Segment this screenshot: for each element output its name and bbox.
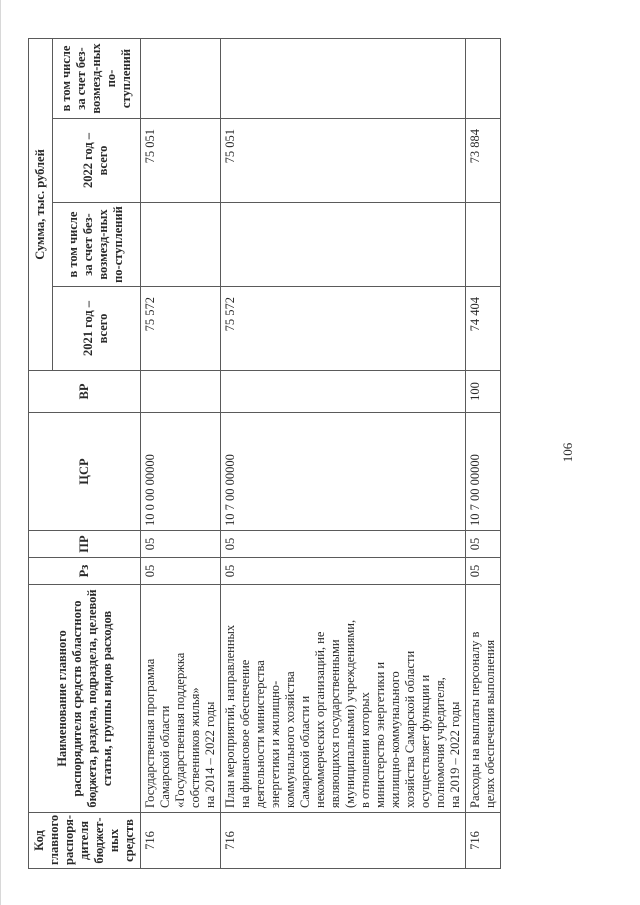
cell-name: Расходы на выплаты персоналу в целях обеспечения выполнения [466,585,501,813]
table-row [466,38,501,868]
cell-vr [221,371,466,413]
cell-code: 716 [221,813,466,869]
cell-2021-free [466,203,501,287]
cell-vr: 100 [466,371,501,413]
cell-pr: 05 [466,531,501,558]
cell-csr: 10 7 00 00000 [221,413,466,531]
header-code: Код главного распоря-дителя бюджет-ных средств [29,813,141,869]
cell-2021-free [221,203,466,287]
cell-2021-total: 75 572 [141,287,221,371]
cell-2022-total: 75 051 [221,119,466,203]
header-vr: ВР [29,371,141,413]
header-name: Наименование главного распорядителя средств областного бюджета, раздела, подраздела, целевой статьи, группы видов расходов [29,585,141,813]
page-number: 106 [560,442,575,463]
cell-rz: 05 [466,558,501,585]
header-sum: Сумма, тыс. рублей [29,38,53,370]
cell-2021-free [141,203,221,287]
table-row [221,38,466,868]
cell-name: План мероприятий, направленных на финансовое обеспечение деятельности министерства энергетики и жилищно- коммунального хозяйства Самарской области и некоммерческих организаций, не являющихся государственными (муниципальными) учреждениями, в отношении которых министерство энергетики и жилищно-коммунального хозяйства Самарской области осуществляет функции и полномочия учредителя, на 2019 – 2022 годы [221,585,466,813]
cell-vr [141,371,221,413]
cell-2022-free [141,38,221,118]
cell-2021-total: 75 572 [221,287,466,371]
cell-2022-total: 75 051 [141,119,221,203]
table-row [141,38,221,868]
cell-pr: 05 [141,531,221,558]
cell-pr: 05 [221,531,466,558]
cell-code: 716 [141,813,221,869]
header-2021-free: в том числе за счет без-возмезд-ных по-ступлений [52,203,140,287]
cell-code: 716 [466,813,501,869]
header-2022-free: в том числе за счет без-возмезд-ных по-ступлений [52,38,140,118]
budget-table [28,38,501,869]
cell-csr: 10 7 00 00000 [466,413,501,531]
header-pr: ПР [29,531,141,558]
header-rz: Рз [29,558,141,585]
cell-2022-free [221,38,466,118]
header-2021-total: 2021 год – всего [52,287,140,371]
cell-rz: 05 [221,558,466,585]
cell-rz: 05 [141,558,221,585]
cell-2022-free [466,38,501,118]
header-row-1 [29,38,53,868]
cell-csr: 10 0 00 00000 [141,413,221,531]
header-csr: ЦСР [29,413,141,531]
cell-2022-total: 73 884 [466,119,501,203]
cell-name: Государственная программа Самарской области «Государственная поддержка собственников жилья» на 2014 – 2022 годы [141,585,221,813]
cell-2021-total: 74 404 [466,287,501,371]
header-2022-total: 2022 год – всего [52,119,140,203]
